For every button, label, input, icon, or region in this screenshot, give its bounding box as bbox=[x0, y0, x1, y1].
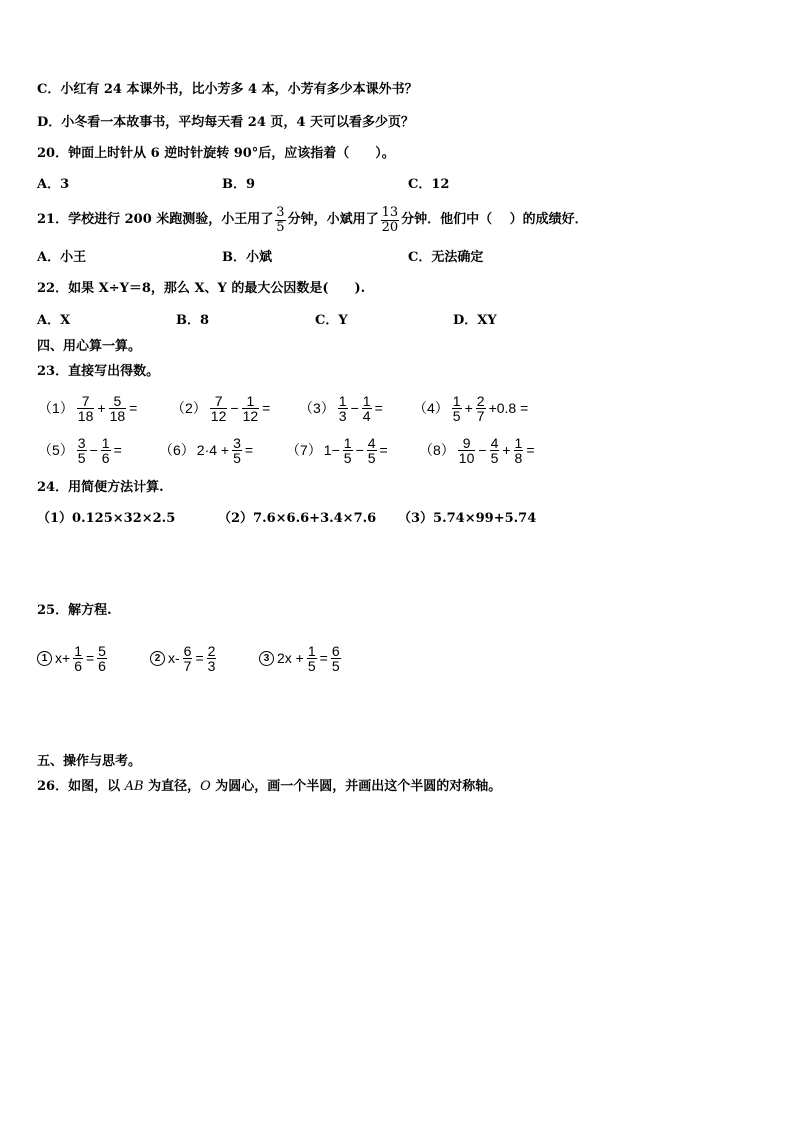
fraction bbox=[362, 394, 372, 423]
fraction bbox=[343, 436, 353, 465]
equals-sign: = bbox=[113, 442, 122, 458]
fraction bbox=[77, 394, 95, 423]
q26-stem-part3: 为圆心，画一个半圆，并画出这个半圆的对称轴。 bbox=[210, 779, 502, 794]
q22-option-d: D．XY bbox=[453, 313, 497, 328]
numerator: 4 bbox=[367, 434, 376, 451]
q20-option-a: A．3 bbox=[37, 177, 70, 192]
equals-sign: = bbox=[374, 400, 383, 416]
equals-sign: = bbox=[85, 650, 95, 666]
expression-prefix: 2x + bbox=[277, 650, 304, 666]
denominator: 10 bbox=[458, 449, 475, 466]
q25-equation-3 bbox=[259, 640, 343, 676]
q21-stem-part3: 分钟．他们中（ ）的成绩好． bbox=[401, 212, 588, 227]
equals-sign: = bbox=[262, 400, 271, 416]
equals-sign: = bbox=[129, 400, 138, 416]
equals-sign: = bbox=[244, 442, 254, 458]
numerator: 3 bbox=[233, 434, 241, 451]
expression-prefix: 1− bbox=[323, 442, 340, 458]
numerator: 1 bbox=[452, 392, 461, 409]
denominator: 5 bbox=[276, 219, 285, 235]
equals-sign: = bbox=[195, 650, 204, 666]
denominator: 5 bbox=[367, 449, 376, 466]
item-label: （1） bbox=[38, 400, 74, 416]
operator: + bbox=[502, 442, 511, 458]
q20-option-b: B．9 bbox=[222, 177, 256, 192]
fraction bbox=[338, 394, 348, 423]
fraction bbox=[232, 436, 242, 465]
numerator: 1 bbox=[338, 392, 347, 409]
q21-option-a: A．小王 bbox=[37, 250, 87, 265]
equals-sign: = bbox=[526, 442, 535, 458]
numerator: 3 bbox=[276, 204, 285, 220]
numerator: 7 bbox=[214, 392, 223, 409]
fraction bbox=[514, 436, 524, 465]
fraction bbox=[101, 436, 111, 465]
circled-number-2: 2 bbox=[150, 651, 165, 666]
q20-option-c: C．12 bbox=[408, 177, 450, 192]
fraction bbox=[77, 436, 87, 465]
operator: − bbox=[355, 442, 364, 458]
fraction bbox=[458, 436, 476, 465]
numerator: 7 bbox=[81, 392, 90, 409]
denominator: 5 bbox=[233, 449, 241, 466]
q23-expr-2 bbox=[170, 390, 271, 426]
fraction bbox=[242, 394, 260, 423]
fraction bbox=[97, 644, 107, 673]
q21-stem bbox=[37, 204, 588, 236]
numerator: 5 bbox=[113, 392, 122, 409]
denominator: 7 bbox=[183, 657, 192, 674]
fraction bbox=[452, 394, 462, 423]
denominator: 5 bbox=[490, 449, 499, 466]
denominator: 5 bbox=[307, 657, 316, 674]
q21-fraction-2 bbox=[381, 206, 400, 235]
operator: − bbox=[478, 442, 487, 458]
equals-sign: = bbox=[319, 650, 328, 666]
fraction bbox=[109, 394, 127, 423]
q19-option-d: D．小冬看一本故事书，平均每天看 24 页，4 天可以看多少页？ bbox=[37, 115, 414, 130]
denominator: 3 bbox=[338, 407, 347, 424]
item-label: （8） bbox=[419, 442, 455, 458]
fraction bbox=[207, 644, 217, 673]
denominator: 18 bbox=[77, 407, 94, 424]
expression-prefix: x+ bbox=[55, 650, 71, 666]
q19-option-c: C．小红有 24 本课外书，比小芳多 4 本，小芳有多少本课外书？ bbox=[37, 82, 418, 97]
denominator: 6 bbox=[101, 449, 110, 466]
denominator: 20 bbox=[381, 219, 399, 235]
numerator: 6 bbox=[331, 642, 340, 659]
operator: − bbox=[350, 400, 359, 416]
q26-stem bbox=[37, 779, 501, 795]
segment-ab: AB bbox=[124, 779, 144, 794]
fraction bbox=[490, 436, 500, 465]
numerator: 2 bbox=[207, 642, 216, 659]
center-o: O bbox=[200, 779, 211, 794]
denominator: 6 bbox=[74, 657, 82, 674]
numerator: 1 bbox=[514, 434, 523, 451]
numerator: 1 bbox=[362, 392, 371, 409]
q23-expr-4 bbox=[412, 390, 529, 426]
numerator: 1 bbox=[246, 392, 255, 409]
denominator: 5 bbox=[343, 449, 352, 466]
denominator: 12 bbox=[210, 407, 227, 424]
fraction bbox=[367, 436, 377, 465]
q23-stem: 23．直接写出得数。 bbox=[37, 364, 160, 379]
denominator: 3 bbox=[207, 657, 216, 674]
numerator: 1 bbox=[101, 434, 110, 451]
q23-expr-5 bbox=[37, 432, 123, 468]
numerator: 13 bbox=[381, 204, 399, 220]
denominator: 5 bbox=[331, 657, 340, 674]
fraction bbox=[307, 644, 317, 673]
q21-option-b: B．小斌 bbox=[222, 250, 272, 265]
q22-option-b: B．8 bbox=[176, 313, 210, 328]
q24-stem: 24．用简便方法计算. bbox=[37, 480, 164, 495]
denominator: 5 bbox=[452, 407, 461, 424]
equals-sign: = bbox=[379, 442, 388, 458]
section-4-heading: 四、用心算一算。 bbox=[37, 339, 142, 354]
operator: − bbox=[230, 400, 239, 416]
q23-expr-7 bbox=[285, 432, 389, 468]
denominator: 18 bbox=[109, 407, 126, 424]
q24-item-2: （2）7.6×6.6+3.4×7.6 bbox=[218, 511, 377, 526]
q22-stem: 22．如果 X÷Y＝8，那么 X、Y 的最大公因数是( ). bbox=[37, 281, 366, 296]
numerator: 1 bbox=[343, 434, 352, 451]
denominator: 6 bbox=[98, 657, 106, 674]
operator: − bbox=[89, 442, 98, 458]
item-label: （2） bbox=[171, 400, 207, 416]
item-label: （6） bbox=[159, 442, 195, 458]
q26-stem-part1: 26．如图，以 bbox=[37, 779, 125, 794]
q25-equation-2 bbox=[150, 640, 218, 676]
item-label: （5） bbox=[38, 442, 74, 458]
numerator: 3 bbox=[77, 434, 86, 451]
item-label: （4） bbox=[413, 400, 449, 416]
operator: + bbox=[97, 400, 106, 416]
fraction bbox=[476, 394, 486, 423]
q23-expr-8 bbox=[418, 432, 536, 468]
item-label: （7） bbox=[286, 442, 322, 458]
numerator: 6 bbox=[183, 642, 192, 659]
circled-number-1: 1 bbox=[37, 651, 52, 666]
q26-stem-part2: 为直径， bbox=[143, 779, 201, 794]
denominator: 5 bbox=[77, 449, 86, 466]
numerator: 1 bbox=[74, 642, 82, 659]
q23-expr-1 bbox=[37, 390, 138, 426]
fraction bbox=[73, 644, 83, 673]
item-label: （3） bbox=[299, 400, 335, 416]
q22-option-c: C．Y bbox=[315, 313, 348, 328]
numerator: 4 bbox=[490, 434, 499, 451]
q21-stem-part1: 21．学校进行 200 米跑测验，小王用了 bbox=[37, 212, 274, 227]
q25-equation-1 bbox=[37, 640, 109, 676]
numerator: 1 bbox=[307, 642, 316, 659]
q21-fraction-1 bbox=[275, 206, 285, 235]
q25-stem: 25．解方程. bbox=[37, 603, 112, 618]
numerator: 2 bbox=[476, 392, 485, 409]
q22-option-a: A．X bbox=[37, 313, 71, 328]
denominator: 4 bbox=[362, 407, 371, 424]
denominator: 12 bbox=[242, 407, 259, 424]
section-5-heading: 五、操作与思考。 bbox=[37, 754, 142, 769]
denominator: 8 bbox=[514, 449, 523, 466]
fraction bbox=[183, 644, 193, 673]
q24-item-3: （3）5.74×99+5.74 bbox=[398, 511, 537, 526]
q20-stem: 20．钟面上时针从 6 逆时针旋转 90°后，应该指着（ ）。 bbox=[37, 146, 395, 161]
q21-stem-part2: 分钟，小斌用了 bbox=[287, 212, 379, 227]
expression-tail: +0.8 = bbox=[488, 400, 529, 416]
expression-prefix: x- bbox=[168, 650, 180, 666]
fraction bbox=[331, 644, 341, 673]
numerator: 5 bbox=[98, 642, 106, 659]
denominator: 7 bbox=[476, 407, 485, 424]
q23-expr-3 bbox=[298, 390, 384, 426]
fraction bbox=[210, 394, 228, 423]
q24-item-1: （1）0.125×32×2.5 bbox=[37, 511, 176, 526]
q23-expr-6 bbox=[158, 432, 254, 468]
expression-prefix: 2·4 + bbox=[196, 442, 230, 458]
numerator: 9 bbox=[462, 434, 471, 451]
operator: + bbox=[464, 400, 473, 416]
q21-option-c: C．无法确定 bbox=[408, 250, 484, 265]
circled-number-3: 3 bbox=[259, 651, 274, 666]
